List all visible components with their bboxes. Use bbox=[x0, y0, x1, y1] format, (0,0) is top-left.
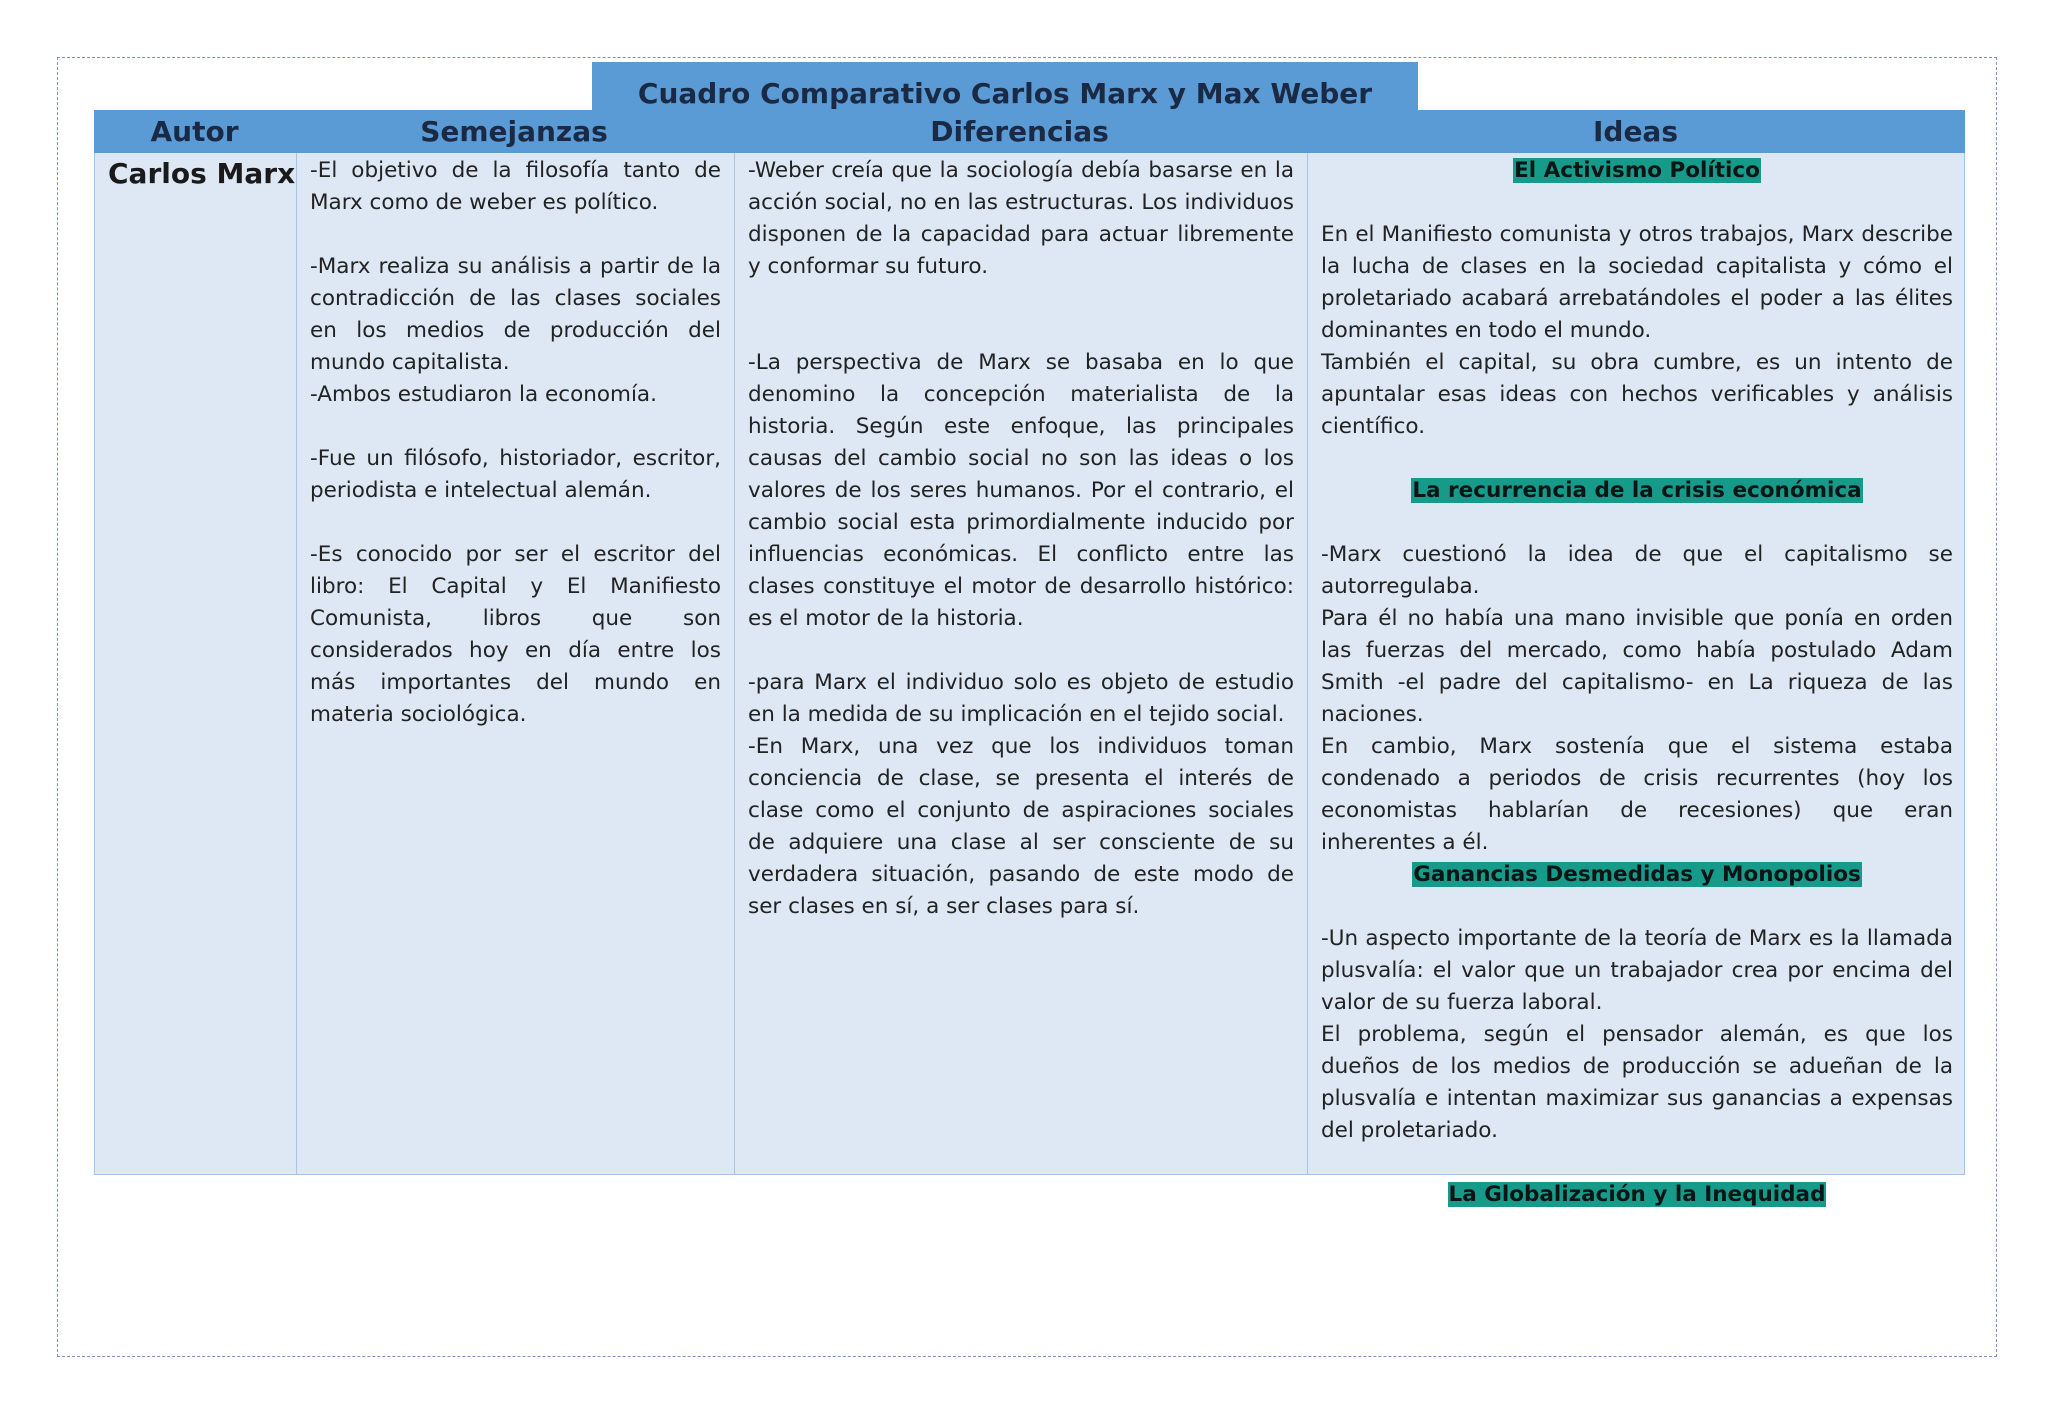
idea-paragraph: En cambio, Marx sostenía que el sistema estaba condenado a periodos de crisis recurrentes (hoy los economistas hablarían de recesiones) que eran inherentes a él. bbox=[1321, 734, 1953, 855]
idea-paragraph: El problema, según el pensador alemán, es que los dueños de los medios de producción se adueñan de la plusvalía e intentan maximizar sus ganancias a expensas del proletariado. bbox=[1321, 1022, 1953, 1143]
semejanza-item: -Es conocido por ser el escritor del libro: El Capital y El Manifiesto Comunista, libros que son considerados hoy en día entre los más importantes del mundo en materia sociológica. bbox=[310, 542, 721, 727]
column-divider bbox=[1307, 153, 1308, 1174]
semejanza-item: -Fue un filósofo, historiador, escritor, periodista e intelectual alemán. bbox=[310, 446, 721, 503]
idea-paragraph: -Un aspecto importante de la teoría de Marx es la llamada plusvalía: el valor que un trabajador crea por encima del valor de su fuerza laboral. bbox=[1321, 926, 1953, 1015]
diferencias-cell bbox=[748, 155, 1294, 923]
semejanza-item: -Ambos estudiaron la economía. bbox=[310, 382, 657, 407]
header-autor: Autor bbox=[150, 115, 239, 148]
title-banner bbox=[592, 62, 1418, 110]
diferencia-item: -para Marx el individuo solo es objeto de estudio en la medida de su implicación en el tejido social. bbox=[748, 670, 1294, 727]
ideas-cell bbox=[1321, 155, 1953, 1211]
idea-paragraph: También el capital, su obra cumbre, es un intento de apuntalar esas ideas con hechos verificables y análisis científico. bbox=[1321, 350, 1953, 439]
header-semejanzas: Semejanzas bbox=[420, 115, 608, 148]
comparison-table bbox=[94, 110, 1965, 1207]
idea-paragraph: Para él no había una mano invisible que ponía en orden las fuerzas del mercado, como había postulado Adam Smith -el padre del capitalismo- en La riqueza de las naciones. bbox=[1321, 606, 1953, 727]
header-diferencias: Diferencias bbox=[930, 115, 1109, 148]
idea-paragraph: En el Manifiesto comunista y otros trabajos, Marx describe la lucha de clases en la sociedad capitalista y cómo el proletariado acabará arrebatándoles el poder a las élites dominantes en todo el mundo. bbox=[1321, 222, 1953, 343]
semejanzas-cell bbox=[310, 155, 721, 731]
idea-heading: Ganancias Desmedidas y Monopolios bbox=[1413, 862, 1861, 887]
idea-paragraph: -Marx cuestionó la idea de que el capitalismo se autorregulaba. bbox=[1321, 542, 1953, 599]
semejanza-item: -Marx realiza su análisis a partir de la contradicción de las clases sociales en los medios de producción del mundo capitalista. bbox=[310, 254, 721, 375]
table-header-row bbox=[94, 110, 1965, 153]
author-name: Carlos Marx bbox=[108, 157, 296, 190]
diferencia-item: -En Marx, una vez que los individuos toman conciencia de clase, se presenta el interés de clase como el conjunto de aspiraciones sociales de adquiere una clase al ser consciente de su verdadera situación, pasando de este modo de ser clases en sí, a ser clases para sí. bbox=[748, 734, 1294, 919]
column-divider bbox=[296, 153, 297, 1174]
idea-heading: El Activismo Político bbox=[1514, 158, 1760, 183]
column-divider bbox=[734, 153, 735, 1174]
diferencia-item: -Weber creía que la sociología debía basarse en la acción social, no en las estructuras. Los individuos disponen de la capacidad para actuar libremente y conformar su futuro. bbox=[748, 158, 1294, 279]
idea-heading: La Globalización y la Inequidad bbox=[1448, 1182, 1826, 1207]
header-ideas: Ideas bbox=[1592, 115, 1678, 148]
idea-heading: La recurrencia de la crisis económica bbox=[1412, 478, 1862, 503]
document-title: Cuadro Comparativo Carlos Marx y Max Weber bbox=[637, 77, 1373, 110]
table-row bbox=[94, 153, 1965, 1207]
diferencia-item: -La perspectiva de Marx se basaba en lo que denomino la concepción materialista de la historia. Según este enfoque, las principales causas del cambio social no son las ideas o los valores de los seres humanos. Por el contrario, el cambio social esta primordialmente inducido por influencias económicas. El conflicto entre las clases constituye el motor de desarrollo histórico: es el motor de la historia. bbox=[748, 350, 1294, 631]
semejanza-item: -El objetivo de la filosofía tanto de Marx como de weber es político. bbox=[310, 158, 721, 215]
